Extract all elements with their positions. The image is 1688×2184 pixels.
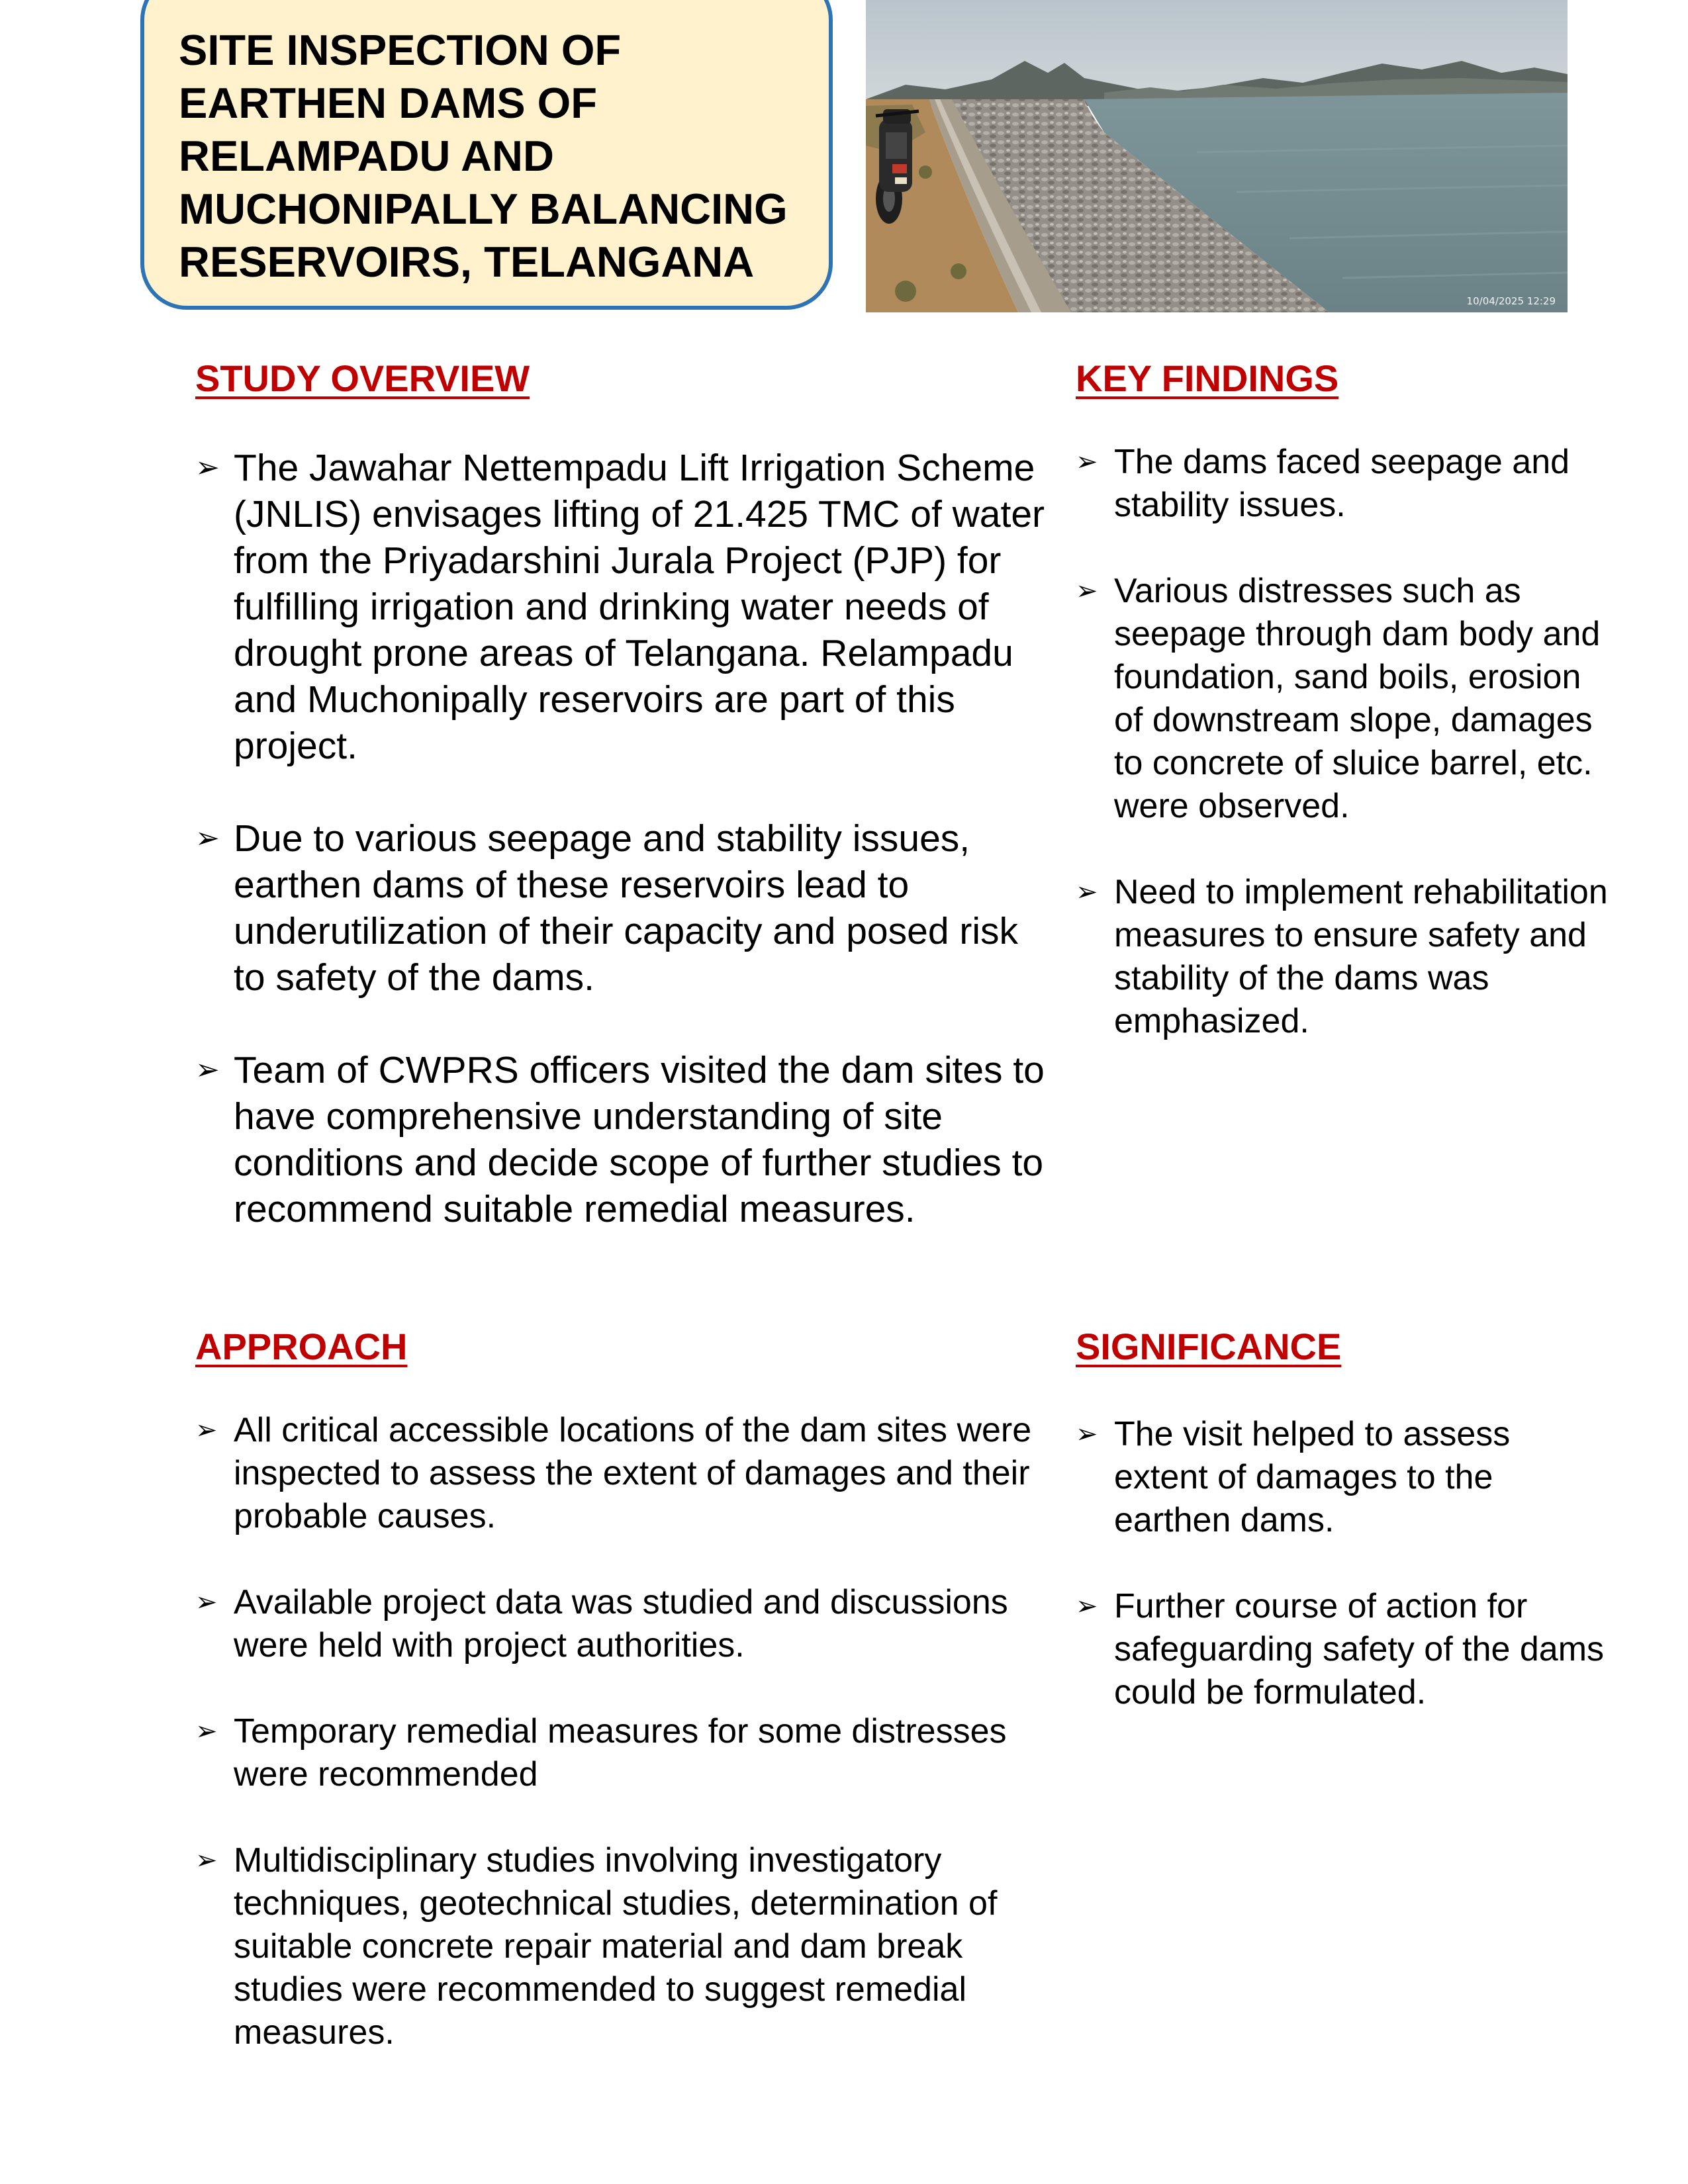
arrow-bullet-icon: ➢ [1076,877,1098,907]
arrow-bullet-icon: ➢ [195,1587,218,1617]
study-overview-list [195,445,1049,1232]
arrow-bullet-icon: ➢ [195,1845,218,1876]
title-line-5: RESERVOIRS, TELANGANA [179,238,755,286]
bullet-text: Available project data was studied and discussions were held with project authorities. [234,1583,1008,1664]
arrow-bullet-icon: ➢ [195,1716,218,1747]
list-item [1076,1585,1612,1714]
list-item [1076,441,1612,527]
significance-list [1076,1413,1612,1714]
significance-heading: SIGNIFICANCE [1076,1326,1342,1367]
key-findings-heading: KEY FINDINGS [1076,357,1339,399]
approach-section [195,1326,1049,2097]
list-item [195,815,1049,1001]
title-line-1: SITE INSPECTION OF [179,26,622,74]
list-item [195,1839,1049,2054]
bullet-text: Further course of action for safeguarding safety of the dams could be formulated. [1114,1587,1605,1711]
bullet-text: All critical accessible locations of the dam sites were inspected to assess the extent of damages and their probable causes. [234,1411,1032,1535]
approach-list [195,1409,1049,2054]
significance-section [1076,1326,1612,1757]
list-item [195,445,1049,769]
list-item [1076,1413,1612,1542]
arrow-bullet-icon: ➢ [195,1415,218,1445]
bullet-text: The visit helped to assess extent of damages to the earthen dams. [1114,1415,1511,1539]
list-item [195,1047,1049,1232]
bullet-text: Various distresses such as seepage through dam body and foundation, sand boils, erosion of downstream slope, damages to concrete of sluice barrel, etc. were observed. [1114,572,1601,825]
arrow-bullet-icon: ➢ [195,1053,220,1087]
bullet-text: The dams faced seepage and stability issues. [1114,443,1570,524]
study-overview-heading: STUDY OVERVIEW [195,357,530,399]
arrow-bullet-icon: ➢ [195,451,220,484]
list-item [195,1710,1049,1796]
dam-site-photo [866,0,1568,312]
bullet-text: Temporary remedial measures for some distresses were recommended [234,1712,1007,1794]
arrow-bullet-icon: ➢ [195,821,220,855]
approach-heading: APPROACH [195,1326,408,1367]
list-item [1076,871,1612,1043]
arrow-bullet-icon: ➢ [1076,1591,1098,1621]
title-box [140,0,833,310]
title-line-3: RELAMPADU AND [179,132,554,180]
arrow-bullet-icon: ➢ [1076,447,1098,477]
key-findings-section [1076,357,1612,1086]
list-item [195,1581,1049,1667]
title-line-2: EARTHEN DAMS OF [179,79,597,127]
arrow-bullet-icon: ➢ [1076,1419,1098,1449]
arrow-bullet-icon: ➢ [1076,576,1098,606]
bullet-text: Due to various seepage and stability issues, earthen dams of these reservoirs lead to underutilization of their capacity and posed risk to safety of the dams. [234,817,1019,999]
bullet-text: Team of CWPRS officers visited the dam sites to have comprehensive understanding of site conditions and decide scope of further studies to recommend suitable remedial measures. [234,1049,1045,1230]
bullet-text: Need to implement rehabilitation measures to ensure safety and stability of the dams was emphasized. [1114,873,1608,1040]
list-item [195,1409,1049,1538]
bullet-text: The Jawahar Nettempadu Lift Irrigation Scheme (JNLIS) envisages lifting of 21.425 TMC of water from the Priyadarshini Jurala Project (PJP) for fulfilling irrigation and drinking water needs of drought prone areas of Telangana. Relampadu and Muchonipally reservoirs are part of this project. [234,447,1045,767]
bullet-text: Multidisciplinary studies involving investigatory techniques, geotechnical studies, determination of suitable concrete repair material and dam break studies were recommended to suggest remedial measures. [234,1841,998,2052]
study-overview-section [195,357,1049,1279]
photo-timestamp: 10/04/2025 12:29 [1466,295,1556,307]
list-item [1076,570,1612,828]
key-findings-list [1076,441,1612,1043]
title-line-4: MUCHONIPALLY BALANCING [179,185,788,233]
